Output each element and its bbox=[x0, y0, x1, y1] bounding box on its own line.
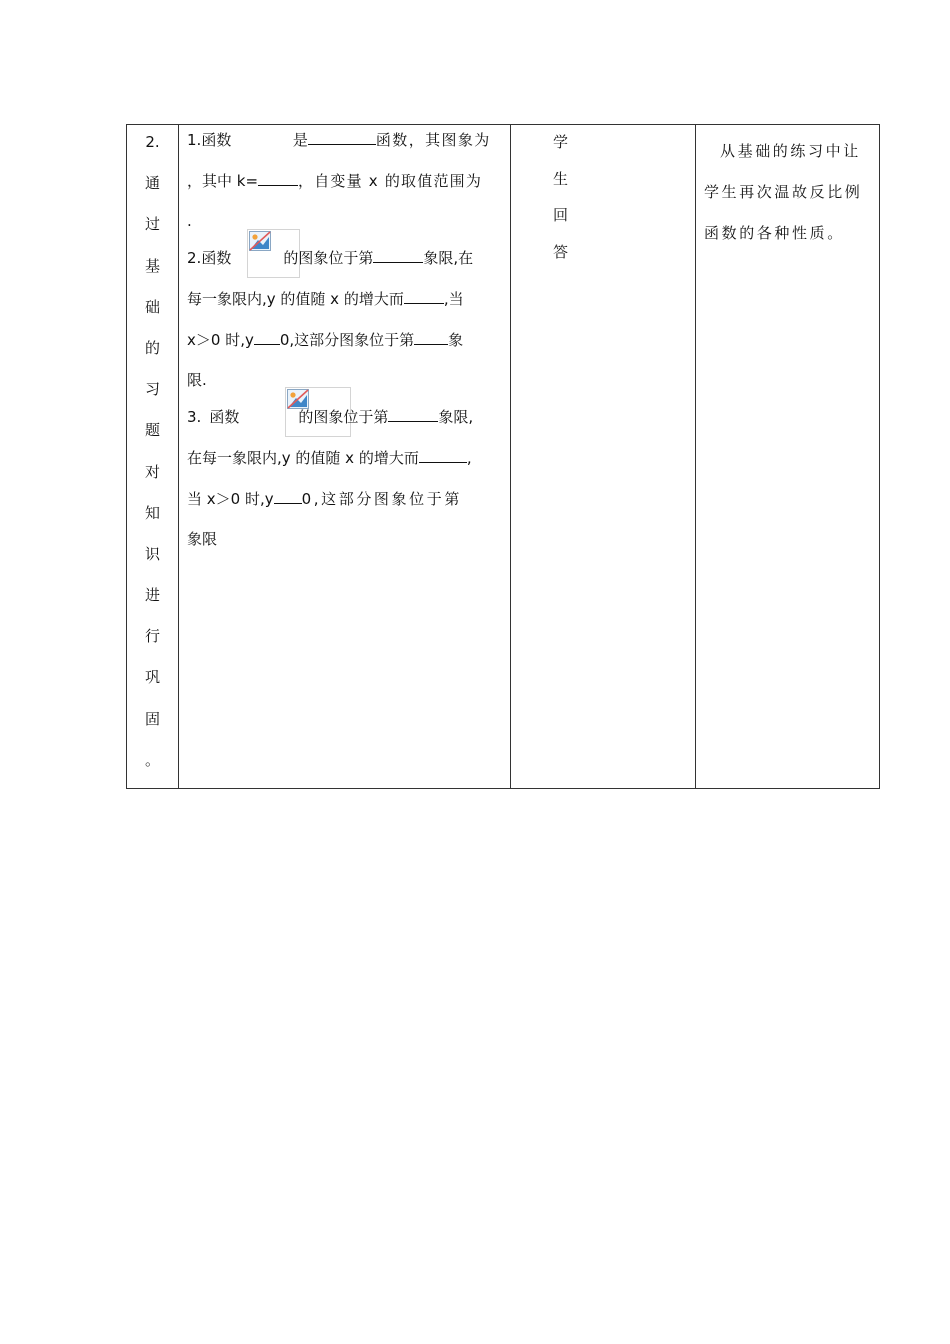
q2-line-4: 限. bbox=[187, 371, 207, 389]
stage-char: 识 bbox=[144, 544, 160, 563]
student-activity-cell bbox=[511, 125, 696, 789]
answer-blank[interactable] bbox=[419, 446, 467, 463]
student-activity-char: 答 bbox=[553, 242, 569, 261]
student-activity-text bbox=[511, 125, 695, 277]
purpose-line: 学生再次温故反比例 bbox=[704, 183, 863, 201]
stage-text bbox=[127, 125, 178, 788]
stage-char: 行 bbox=[144, 627, 160, 646]
q2-line-3: x＞0 时,y 0,这部分图象位于第 象 bbox=[187, 328, 502, 350]
stage-char: 础 bbox=[144, 297, 160, 316]
stage-char: 习 bbox=[144, 380, 160, 399]
stage-char: 巩 bbox=[144, 668, 160, 687]
lesson-plan-table bbox=[126, 124, 880, 789]
q1-line-2: ，其中 k= ，自变量 x 的取值范围为 bbox=[187, 169, 502, 191]
q1-line-3: . bbox=[187, 212, 192, 230]
stage-char: 2. bbox=[145, 133, 160, 151]
stage-char: 知 bbox=[144, 503, 160, 522]
answer-blank[interactable] bbox=[414, 328, 448, 345]
q1-line-1: 1.函数 是 函数，其图象为 bbox=[187, 128, 502, 150]
purpose-line: 函数的各种性质。 bbox=[704, 224, 845, 242]
table-row bbox=[127, 125, 880, 789]
stage-char: 。 bbox=[144, 750, 160, 769]
purpose-text bbox=[696, 125, 879, 254]
q3-line-3: 当 x＞0 时,y 0,这部分图象位于第 bbox=[187, 487, 502, 509]
answer-blank[interactable] bbox=[258, 169, 298, 186]
q2-line-2: 每一象限内,y 的值随 x 的增大而 ,当 bbox=[187, 287, 502, 309]
purpose-line: 从基础的练习中让 bbox=[720, 142, 861, 160]
stage-char: 过 bbox=[144, 215, 160, 234]
stage-cell bbox=[127, 125, 179, 789]
student-activity-char: 生 bbox=[553, 169, 569, 188]
answer-blank[interactable] bbox=[274, 487, 302, 504]
stage-char: 对 bbox=[144, 462, 160, 481]
stage-char: 固 bbox=[144, 709, 160, 728]
exercise-content bbox=[179, 125, 510, 775]
stage-char: 题 bbox=[144, 421, 160, 440]
q3-line-1: 3. 函数 的图象位于第 象限, bbox=[187, 405, 502, 427]
q3-line-2: 在每一象限内,y 的值随 x 的增大而 , bbox=[187, 446, 502, 468]
answer-blank[interactable] bbox=[308, 128, 376, 145]
answer-blank[interactable] bbox=[404, 287, 444, 304]
stage-char: 通 bbox=[144, 174, 160, 193]
q3-line-4: 象限 bbox=[187, 530, 218, 548]
q2-line-1: 2.函数 的图象位于第 象限,在 bbox=[187, 246, 502, 268]
purpose-cell bbox=[696, 125, 880, 789]
student-activity-char: 学 bbox=[553, 133, 569, 151]
stage-char: 进 bbox=[144, 586, 160, 605]
answer-blank[interactable] bbox=[373, 246, 423, 263]
stage-char: 基 bbox=[144, 256, 160, 275]
stage-char: 的 bbox=[144, 338, 160, 357]
answer-blank[interactable] bbox=[254, 328, 280, 345]
student-activity-char: 回 bbox=[553, 206, 569, 224]
exercise-cell bbox=[179, 125, 511, 789]
answer-blank[interactable] bbox=[388, 405, 438, 422]
